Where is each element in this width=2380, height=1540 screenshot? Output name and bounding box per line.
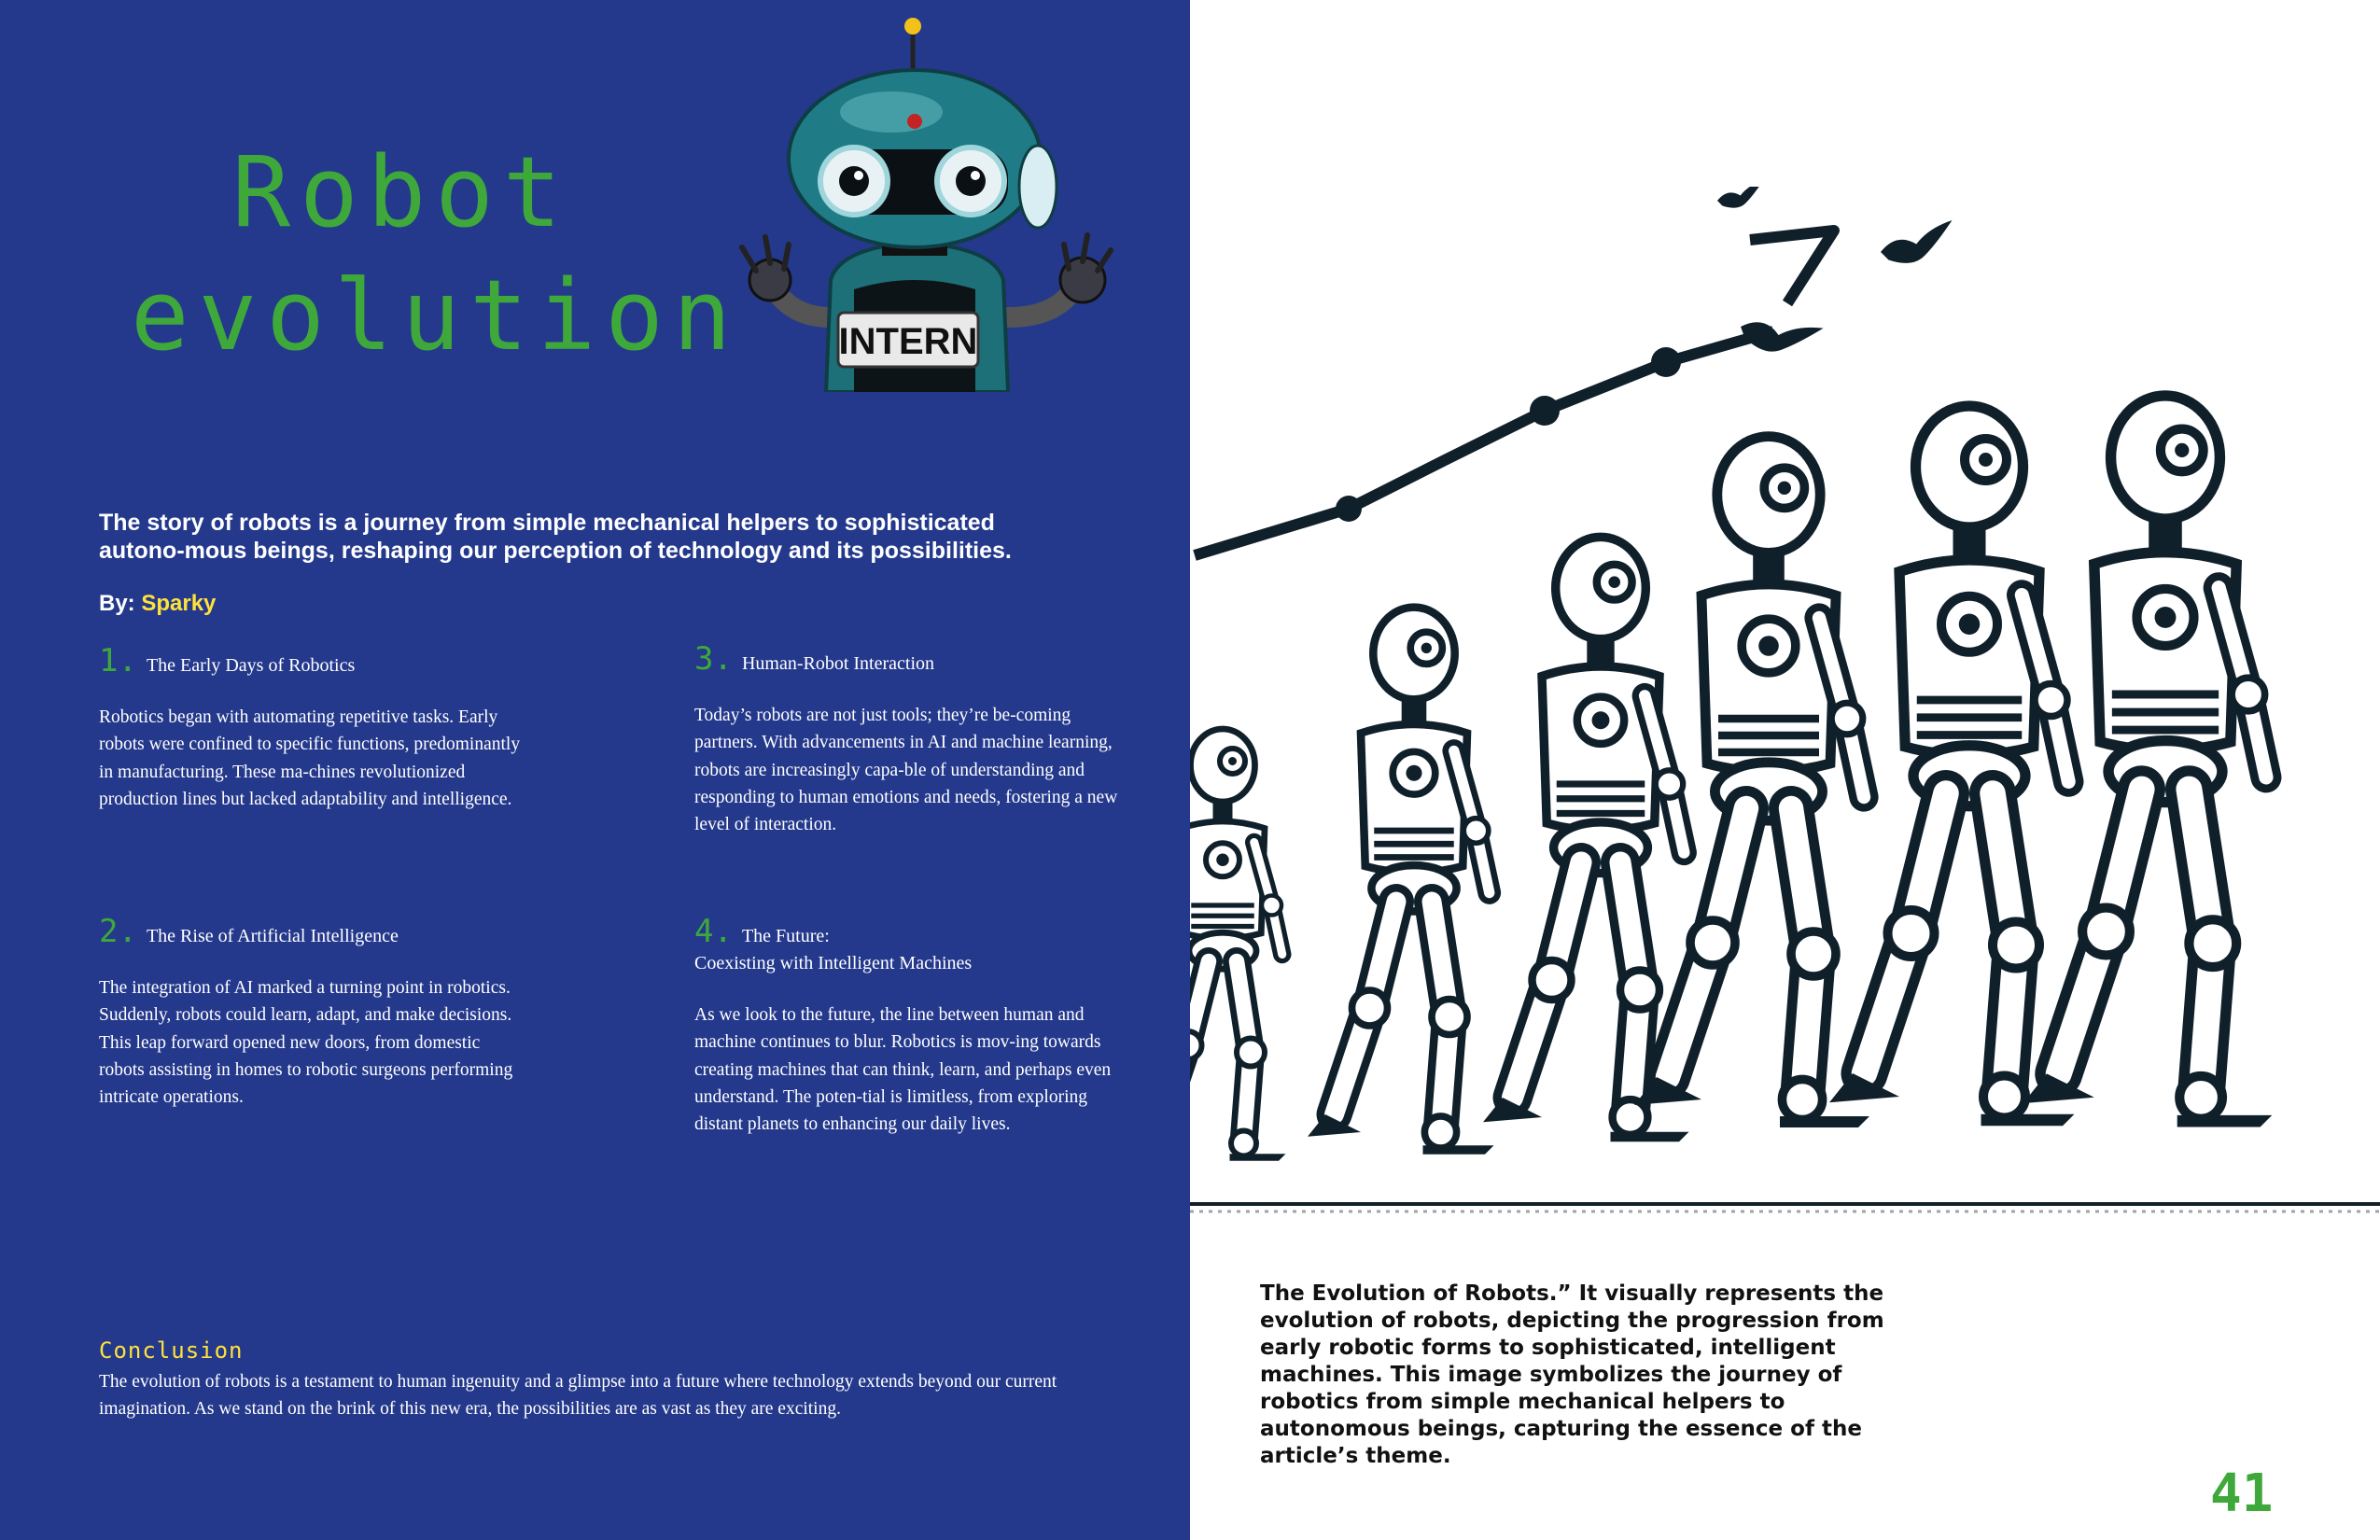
section-body: Today’s robots are not just tools; they’re be-coming partners. With advancements in AI and machine learning, robots are increasingly capa-ble of understanding and responding to human emotions and needs, fostering a new level of interaction. [694,706,1118,835]
section-number: 2. [99,913,137,950]
title-line-2: evolution [131,259,741,372]
title-line-1: Robot [231,135,571,249]
section-body: Robotics began with automating repetitive tasks. Early robots were confined to specific functions, predominantly in manufacturing. These ma-chines revolutionized production lines but lacked adaptability and intelligence. [99,707,521,809]
section-heading: Human-Robot Interaction [741,653,935,674]
robot-evolution-illustration [1190,187,2380,1223]
byline-label: By: [99,591,135,616]
section-heading: The Rise of Artificial Intelligence [146,926,399,946]
byline [99,591,216,617]
section-body: As we look to the future, the line between human and machine continues to blur. Robotics is mov-ing towards creating machines that can think, learn, and perhaps even understand. The poten-tial is limitless, from exploring distant planets to enhancing our daily lives. [694,1005,1112,1135]
section-human-robot-interaction [694,640,1133,838]
section-number: 3. [694,640,733,678]
section-subheading: Coexisting with Intelligent Machines [694,953,973,973]
section-the-future [694,913,1133,1138]
intern-robot-mascot-illustration [691,9,1195,392]
section-number: 4. [694,913,733,950]
conclusion-body: The evolution of robots is a testament to human ingenuity and a glimpse into a future where technology extends beyond our current imagination. As we stand on the brink of this new era, the possibilities are as vast as they are exciting. [99,1372,1057,1420]
section-early-days [99,642,538,813]
conclusion-heading: Conclusion [99,1337,244,1364]
intern-badge-text: INTERN [838,321,978,362]
right-page [1190,0,2380,1540]
section-heading: The Early Days of Robotics [146,655,356,676]
byline-author: Sparky [141,591,217,616]
section-rise-of-ai [99,913,538,1111]
section-heading: The Future: [741,926,830,946]
page-number: 41 [2210,1463,2274,1524]
article-lede: The story of robots is a journey from simple mechanical helpers to sophisticated autono-mous beings, reshaping our perception of technology and its possibilities. [99,510,1012,564]
section-number: 1. [99,642,137,679]
article-title [131,131,741,377]
image-caption: The Evolution of Robots.” It visually represents the evolution of robots, depicting the progression from early robotic forms to sophisticated, intelligent machines. This image symbolizes the journey of robotics from simple mechanical helpers to autonomous beings, capturing the essence of the article’s theme. [1260,1281,1884,1468]
section-body: The integration of AI marked a turning point in robotics. Suddenly, robots could learn, adapt, and make decisions. This leap forward opened new doors, from domestic robots assisting in homes to robotic surgeons performing intricate operations. [99,978,513,1108]
